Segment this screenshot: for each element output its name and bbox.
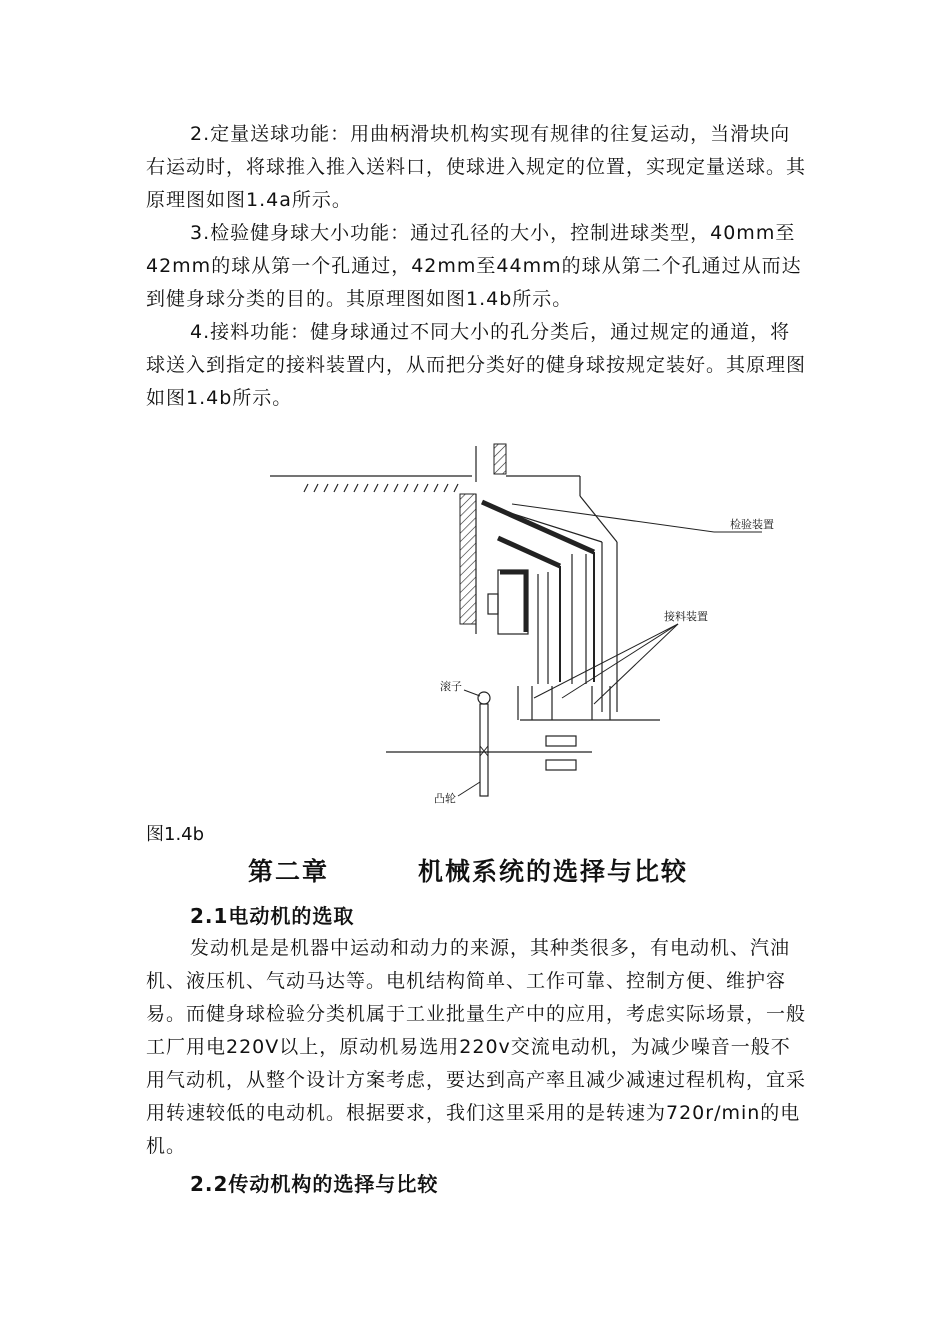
hatched-wall	[460, 444, 506, 624]
cam-follower	[478, 692, 490, 796]
paragraph-quantitative-feed: 2.定量送球功能：用曲柄滑块机构实现有规律的往复运动，当滑块向右运动时，将球推入推入送料口，使球进入规定的位置，实现定量送球。其原理图如图1.4a所示。	[146, 123, 807, 211]
paragraph-size-inspection: 3.检验健身球大小功能：通过孔径的大小，控制进球类型，40mm至42mm的球从第一个孔通过，42mm至44mm的球从第二个孔通过从而达到健身球分类的目的。其原理图如图1.4b所示。	[146, 222, 802, 310]
section-2-1-heading: 2.1电动机的选取	[190, 904, 355, 928]
label-roller: 滚子	[440, 680, 462, 693]
label-cam: 凸轮	[434, 792, 456, 805]
paragraph-receiving: 4.接料功能：健身球通过不同大小的孔分类后，通过规定的通道，将球送入到指定的接料装置内，从而把分类好的健身球按规定装好。其原理图如图1.4b所示。	[146, 321, 807, 409]
inner-block	[488, 570, 528, 634]
figure-caption: 图1.4b	[146, 824, 205, 845]
ground-line	[270, 476, 472, 492]
chapter-number: 第二章	[248, 857, 330, 886]
receiving-base	[386, 686, 660, 770]
chutes	[482, 502, 594, 684]
section-2-1-body: 发动机是是机器中运动和动力的来源，其种类很多，有电动机、汽油机、液压机、气动马达等。电机结构简单、工作可靠、控制方便、维护容易。而健身球检验分类机属于工业批量生产中的应用，考虑实际场景，一般工厂用电220V以上，原动机易选用220v交流电动机，为减少噪音一般不用气动机，从整个设计方案考虑，要达到高产率且减少减速过程机构，宜采用转速较低的电动机。根据要求，我们这里采用的是转速为720r/min的电机。	[146, 937, 807, 1157]
mechanism-diagram	[262, 434, 782, 814]
label-inspection-device: 检验装置	[730, 518, 774, 531]
section-2-2-heading: 2.2传动机构的选择与比较	[190, 1172, 439, 1196]
frame-lines	[476, 446, 617, 712]
label-receiving-device: 接料装置	[664, 610, 708, 623]
chapter-title: 机械系统的选择与比较	[418, 857, 689, 886]
